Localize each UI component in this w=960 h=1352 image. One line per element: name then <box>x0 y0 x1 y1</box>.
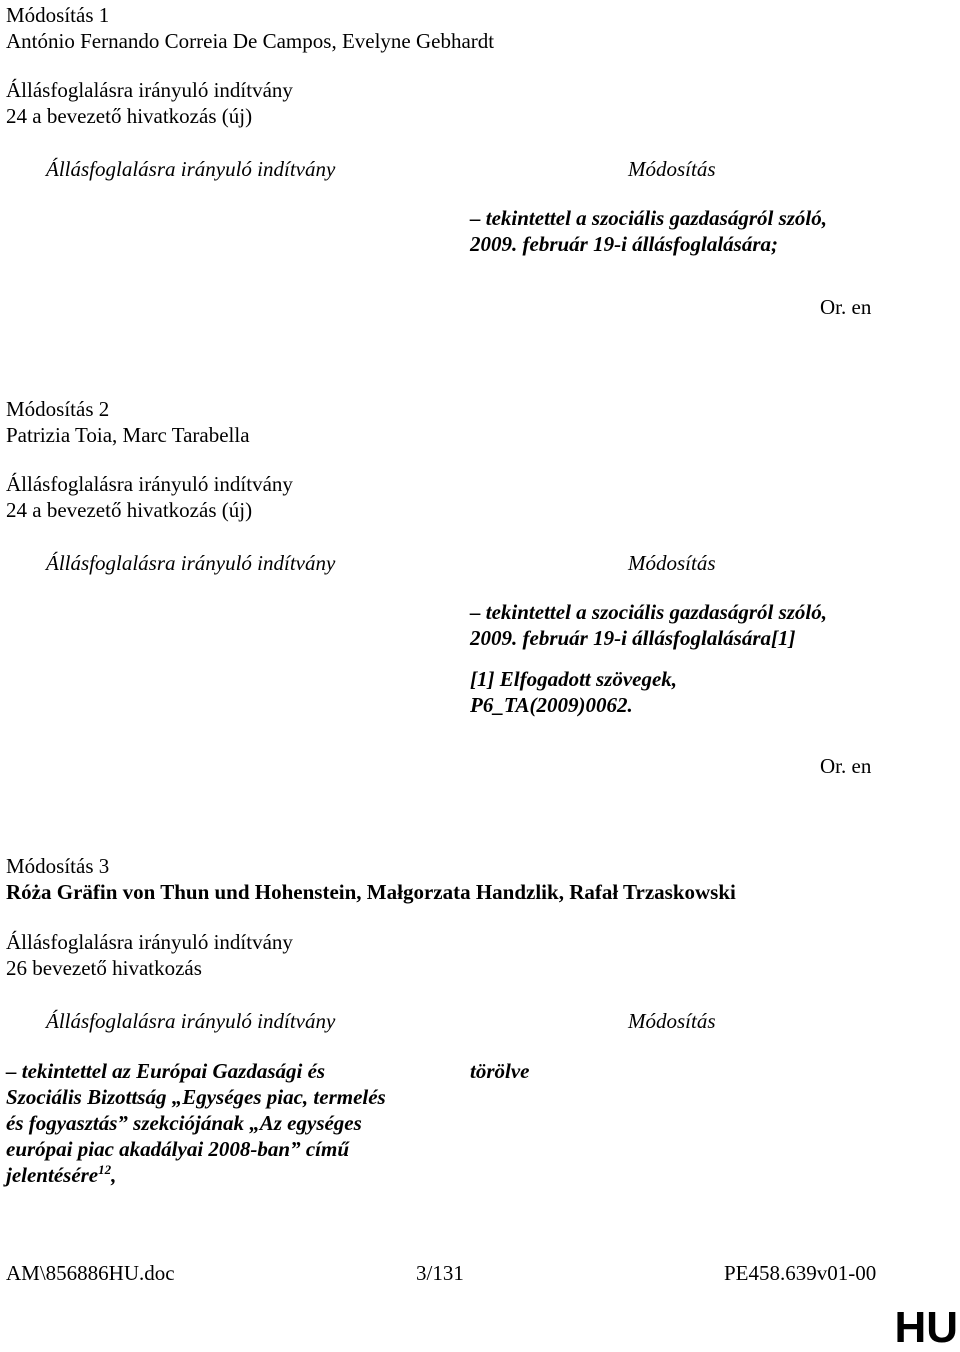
amendment-text: – tekintettel a szociális gazdaságról szóló, 2009. február 19-i állásfoglalására[1] <box>470 600 828 651</box>
citation: 24 a bevezető hivatkozás (új) <box>6 104 253 128</box>
citation: 26 bevezető hivatkozás <box>6 956 202 980</box>
original-text-body: – tekintettel az Európai Gazdasági és Szociális Bizottság „Egységes piac, termelés és fogyasztás” szekciójának „Az egységes európai piac akadályai 2008-ban” című jelentésére <box>6 1059 386 1188</box>
original-language: Or. en <box>820 295 872 319</box>
language-mark: HU <box>894 1303 958 1352</box>
column-header-left: Állásfoglalásra irányuló indítvány <box>46 157 336 181</box>
column-header-left: Állásfoglalásra irányuló indítvány <box>46 1009 336 1033</box>
column-header-right: Módosítás <box>628 1009 716 1033</box>
footnote: [1] Elfogadott szövegek, P6_TA(2009)0062. <box>470 667 678 718</box>
amendment-authors: Patrizia Toia, Marc Tarabella <box>6 423 250 447</box>
document-type: Állásfoglalásra irányuló indítvány <box>6 472 293 496</box>
page-number: 3/131 <box>416 1261 464 1285</box>
document-reference: PE458.639v01-00 <box>724 1261 877 1285</box>
document-type: Állásfoglalásra irányuló indítvány <box>6 930 293 954</box>
amendment-text: – tekintettel a szociális gazdaságról szóló, 2009. február 19-i állásfoglalására; <box>470 206 828 257</box>
original-text <box>6 1058 401 1188</box>
original-language: Or. en <box>820 754 872 778</box>
amendment-authors: António Fernando Correia De Campos, Evelyne Gebhardt <box>6 29 495 53</box>
column-header-right: Módosítás <box>628 157 716 181</box>
document-type: Állásfoglalásra irányuló indítvány <box>6 78 293 102</box>
amendment-heading: Módosítás 1 <box>6 3 110 27</box>
amendment-text: törölve <box>470 1059 530 1083</box>
citation: 24 a bevezető hivatkozás (új) <box>6 498 253 522</box>
column-header-right: Módosítás <box>628 551 716 575</box>
amendment-heading: Módosítás 2 <box>6 397 110 421</box>
amendment-heading: Módosítás 3 <box>6 854 110 878</box>
footnote-reference: 12 <box>98 1162 112 1178</box>
document-filename: AM\856886HU.doc <box>6 1261 175 1285</box>
column-header-left: Állásfoglalásra irányuló indítvány <box>46 551 336 575</box>
original-text-tail: , <box>111 1163 117 1188</box>
amendment-authors: Róża Gräfin von Thun und Hohenstein, Małgorzata Handzlik, Rafał Trzaskowski <box>6 880 736 904</box>
